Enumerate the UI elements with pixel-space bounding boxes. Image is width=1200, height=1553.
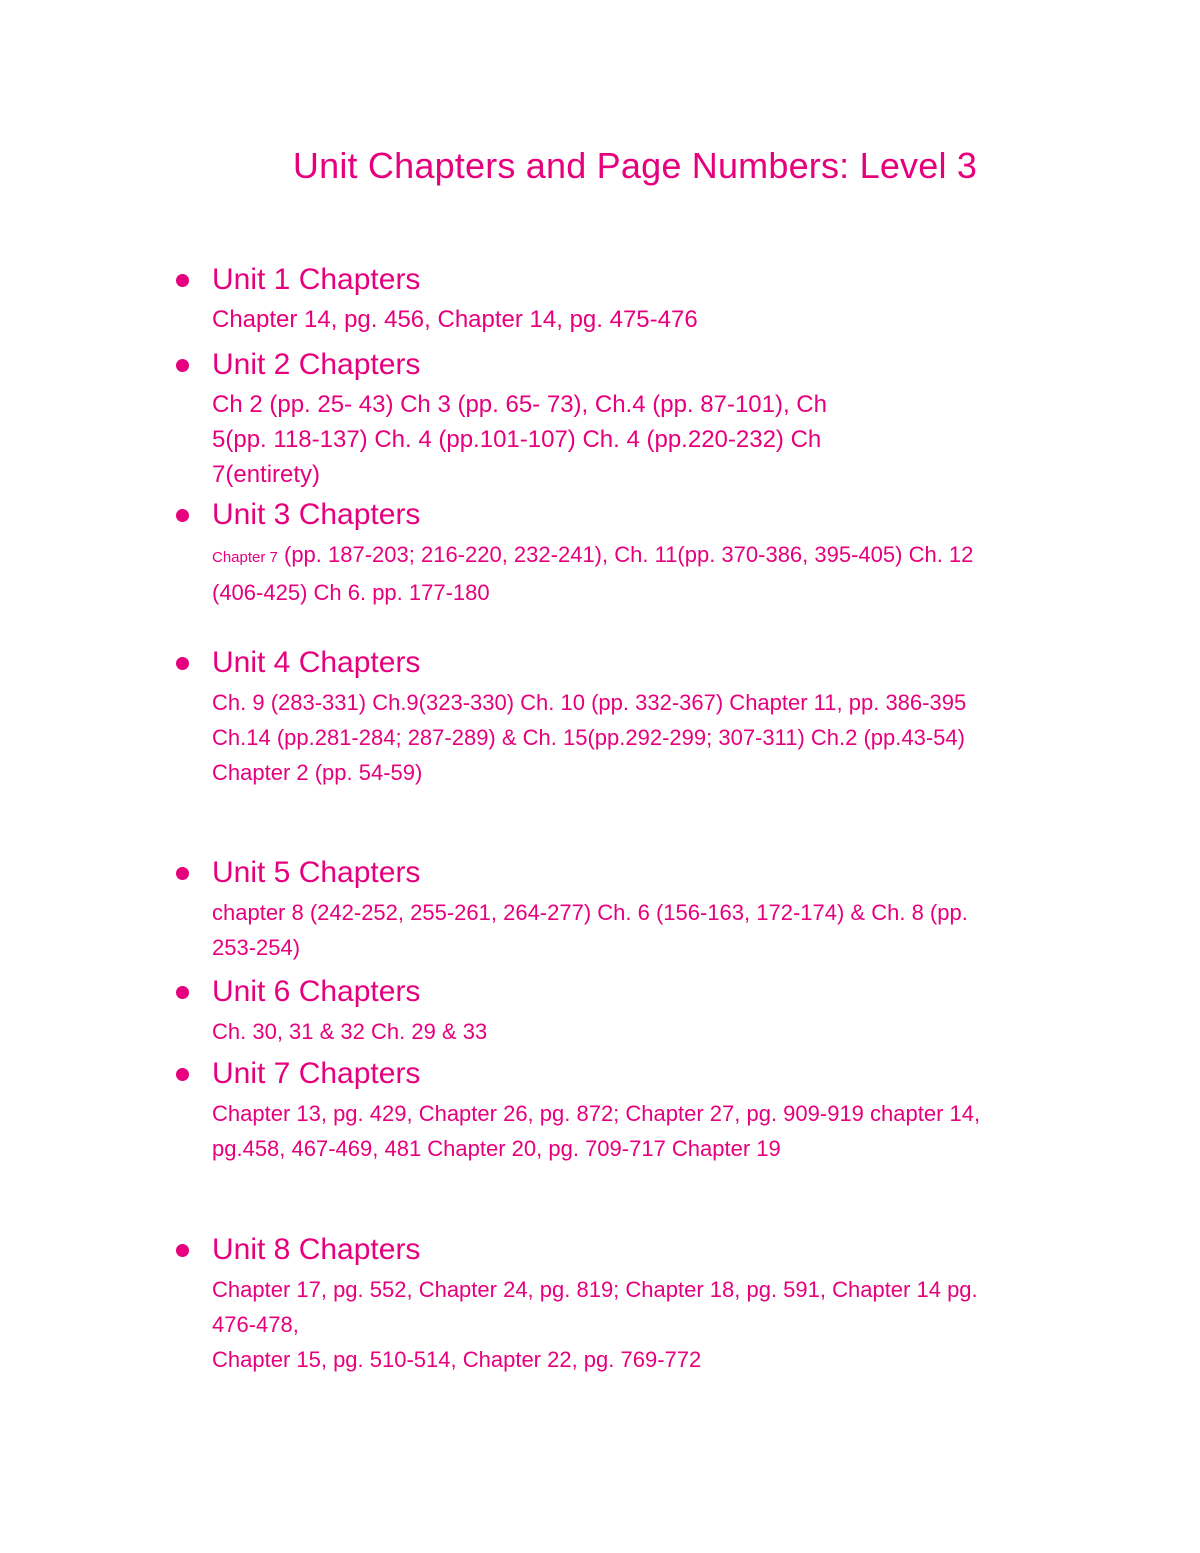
unit-5-section <box>176 855 1076 965</box>
bullet-icon <box>176 986 189 999</box>
unit-5-body: chapter 8 (242-252, 255-261, 264-277) Ch. 6 (156-163, 172-174) & Ch. 8 (pp. 253-254) <box>212 900 968 960</box>
bullet-icon <box>176 867 189 880</box>
unit-3-body <box>212 537 1076 610</box>
bullet-icon <box>176 657 189 670</box>
unit-2-section <box>176 347 1076 492</box>
unit-4-heading-label: Unit 4 Chapters <box>212 646 421 679</box>
unit-6-heading <box>176 974 1076 1010</box>
unit-1-heading <box>176 262 1076 298</box>
unit-4-body: Ch. 9 (283-331) Ch.9(323-330) Ch. 10 (pp. 332-367) Chapter 11, pp. 386-395 Ch.14 (pp.281-284; 287-289) & Ch. 15(pp.292-299; 307-311) Ch.2 (pp.43-54) Chapter 2 (pp. 54-59) <box>212 690 967 785</box>
unit-7-heading-label: Unit 7 Chapters <box>212 1057 421 1090</box>
unit-5-heading <box>176 855 1076 891</box>
page-title: Unit Chapters and Page Numbers: Level 3 <box>292 145 978 186</box>
unit-1-heading-label: Unit 1 Chapters <box>212 263 421 296</box>
unit-7-body: Chapter 13, pg. 429, Chapter 26, pg. 872; Chapter 27, pg. 909-919 chapter 14, pg.458, 467-469, 481 Chapter 20, pg. 709-717 Chapter 19 <box>212 1101 981 1161</box>
unit-3-body-text: (pp. 187-203; 216-220, 232-241), Ch. 11(pp. 370-386, 395-405) Ch. 12 (406-425) Ch 6. pp. 177-180 <box>212 542 974 605</box>
unit-3-heading-label: Unit 3 Chapters <box>212 498 421 531</box>
unit-6-section <box>176 974 1076 1049</box>
unit-3-body-prefix: Chapter 7 <box>212 549 278 566</box>
unit-8-heading-label: Unit 8 Chapters <box>212 1233 421 1266</box>
unit-2-body: Ch 2 (pp. 25- 43) Ch 3 (pp. 65- 73), Ch.4 (pp. 87-101), Ch 5(pp. 118-137) Ch. 4 (pp.101-107) Ch. 4 (pp.220-232) Ch 7(entirety) <box>212 391 827 488</box>
unit-3-heading <box>176 497 1076 533</box>
unit-6-heading-label: Unit 6 Chapters <box>212 975 421 1008</box>
bullet-icon <box>176 1244 189 1257</box>
unit-3-section <box>176 497 1076 610</box>
unit-5-heading-label: Unit 5 Chapters <box>212 856 421 889</box>
bullet-icon <box>176 509 189 522</box>
unit-2-heading <box>176 347 1076 383</box>
unit-8-heading <box>176 1232 1076 1268</box>
bullet-icon <box>176 274 189 287</box>
unit-1-section <box>176 262 1076 337</box>
unit-4-heading <box>176 645 1076 681</box>
unit-4-section <box>176 645 1076 790</box>
unit-2-heading-label: Unit 2 Chapters <box>212 348 421 381</box>
bullet-icon <box>176 1068 189 1081</box>
unit-7-section <box>176 1056 1076 1166</box>
unit-6-body: Ch. 30, 31 & 32 Ch. 29 & 33 <box>212 1019 488 1044</box>
unit-8-section <box>176 1232 1076 1377</box>
unit-8-body: Chapter 17, pg. 552, Chapter 24, pg. 819; Chapter 18, pg. 591, Chapter 14 pg. 476-478, Chapter 15, pg. 510-514, Chapter 22, pg. 769-772 <box>212 1277 978 1372</box>
bullet-icon <box>176 359 189 372</box>
unit-7-heading <box>176 1056 1076 1092</box>
unit-1-body: Chapter 14, pg. 456, Chapter 14, pg. 475-476 <box>212 306 698 333</box>
